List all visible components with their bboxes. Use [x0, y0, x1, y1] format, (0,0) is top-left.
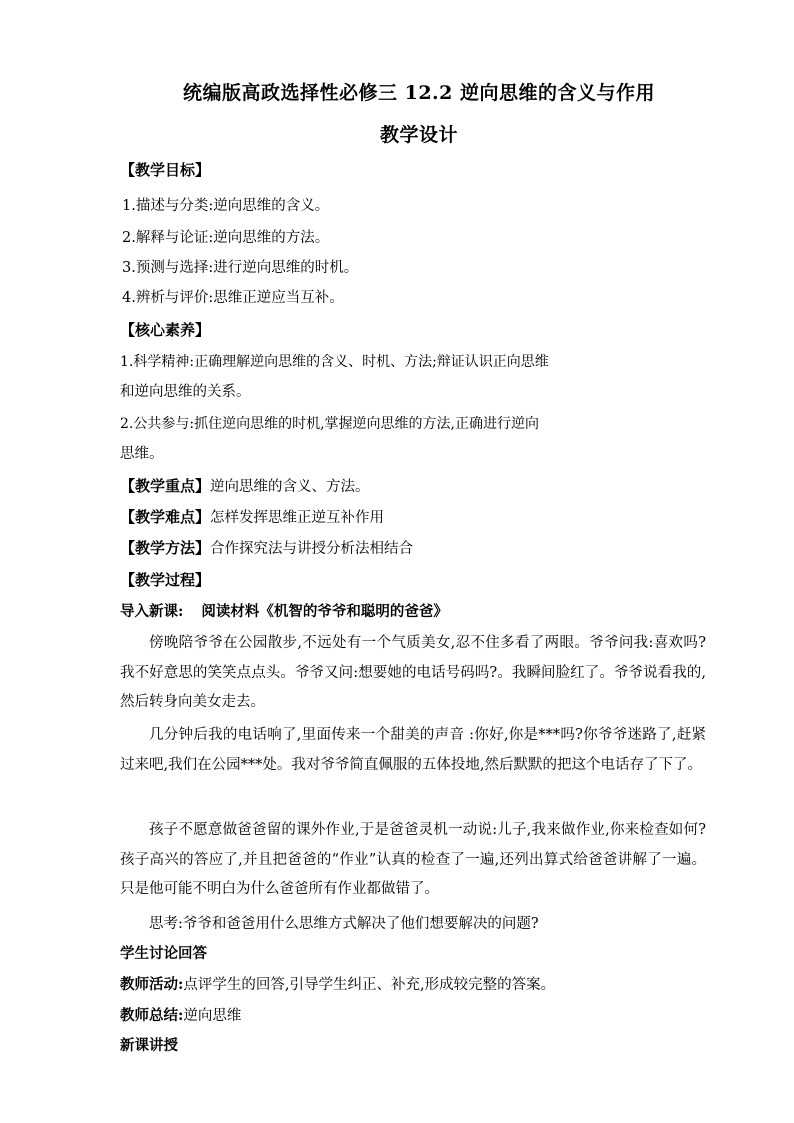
document-title: 统编版高政选择性必修三 12.2 逆向思维的含义与作用 — [182, 82, 655, 104]
teacher-activity-row — [120, 975, 555, 995]
method-row — [120, 538, 413, 559]
literacy-item-continued: 思维。 — [120, 446, 164, 462]
literacy-heading: 【核心素养】 — [120, 321, 211, 339]
intro-label: 导入新课: — [120, 603, 184, 620]
intro-row — [120, 602, 448, 622]
story-paragraph: 几分钟后我的电话响了,里面传来一个甜美的声音 :你好,你是***吗?你爷爷迷路了,赶紧过来吧,我们在公园***处。我对爷爷简直佩服的五体投地,然后默默的把这个电话存了下了。 — [120, 727, 706, 773]
teacher-activity-text: 点评学生的回答,引导学生纠正、补充,形成较完整的答案。 — [183, 977, 556, 993]
key-point-text: 逆向思维的含义、方法。 — [210, 479, 370, 495]
objective-item: 2.解释与论证:逆向思维的方法。 — [122, 230, 330, 246]
new-lesson-heading: 新课讲授 — [120, 1037, 178, 1054]
objective-item: 3.预测与选择:进行逆向思维的时机。 — [122, 260, 359, 276]
discussion-label: 学生讨论回答 — [120, 945, 207, 962]
key-point-row — [120, 476, 370, 497]
objectives-heading: 【教学目标】 — [120, 161, 211, 179]
story-paragraph: 傍晚陪爷爷在公园散步,不远处有一个气质美女,忍不住多看了两眼。爷爷问我:喜欢吗?我不好意思的笑笑点点头。爷爷又问:想要她的电话号码吗?。我瞬间脸红了。爷爷说看我的,然后转身向美女走去。 — [120, 635, 706, 710]
objective-item: 4.辨析与评价:思维正逆应当互补。 — [122, 290, 344, 306]
method-label: 【教学方法】 — [120, 539, 211, 557]
teacher-summary-text: 逆向思维 — [183, 1008, 242, 1024]
difficulty-row — [120, 507, 384, 528]
teacher-summary-row — [120, 1006, 241, 1026]
method-text: 合作探究法与讲授分析法相结合 — [210, 541, 414, 557]
literacy-item: 1.科学精神:正确理解逆向思维的含义、时机、方法;辩证认识正向思维 — [120, 354, 549, 370]
intro-material: 阅读材料《机智的爷爷和聪明的爸爸》 — [201, 603, 448, 620]
story-paragraph: 孩子不愿意做爸爸留的课外作业,于是爸爸灵机一动说:儿子,我来做作业,你来检查如何?孩子高兴的答应了,并且把爸爸的“作业”认真的检查了一遍,还列出算式给爸爸讲解了一遍。只是他可能不明白为什么爸爸所有作业都做错了。 — [120, 822, 706, 897]
literacy-item-continued: 和逆向思维的关系。 — [120, 384, 251, 400]
difficulty-text: 怎样发挥思维正逆互补作用 — [210, 510, 385, 526]
key-point-label: 【教学重点】 — [120, 477, 211, 495]
document-subtitle: 教学设计 — [379, 124, 458, 146]
think-question: 思考:爷爷和爸爸用什么思维方式解决了他们想要解决的问题? — [149, 916, 539, 932]
objective-item: 1.描述与分类:逆向思维的含义。 — [122, 198, 330, 214]
process-heading: 【教学过程】 — [120, 571, 211, 589]
teacher-activity-label: 教师活动: — [120, 976, 184, 993]
teacher-summary-label: 教师总结: — [120, 1007, 184, 1024]
difficulty-label: 【教学难点】 — [120, 508, 211, 526]
literacy-item: 2.公共参与:抓住逆向思维的时机,掌握逆向思维的方法,正确进行逆向 — [120, 416, 539, 432]
